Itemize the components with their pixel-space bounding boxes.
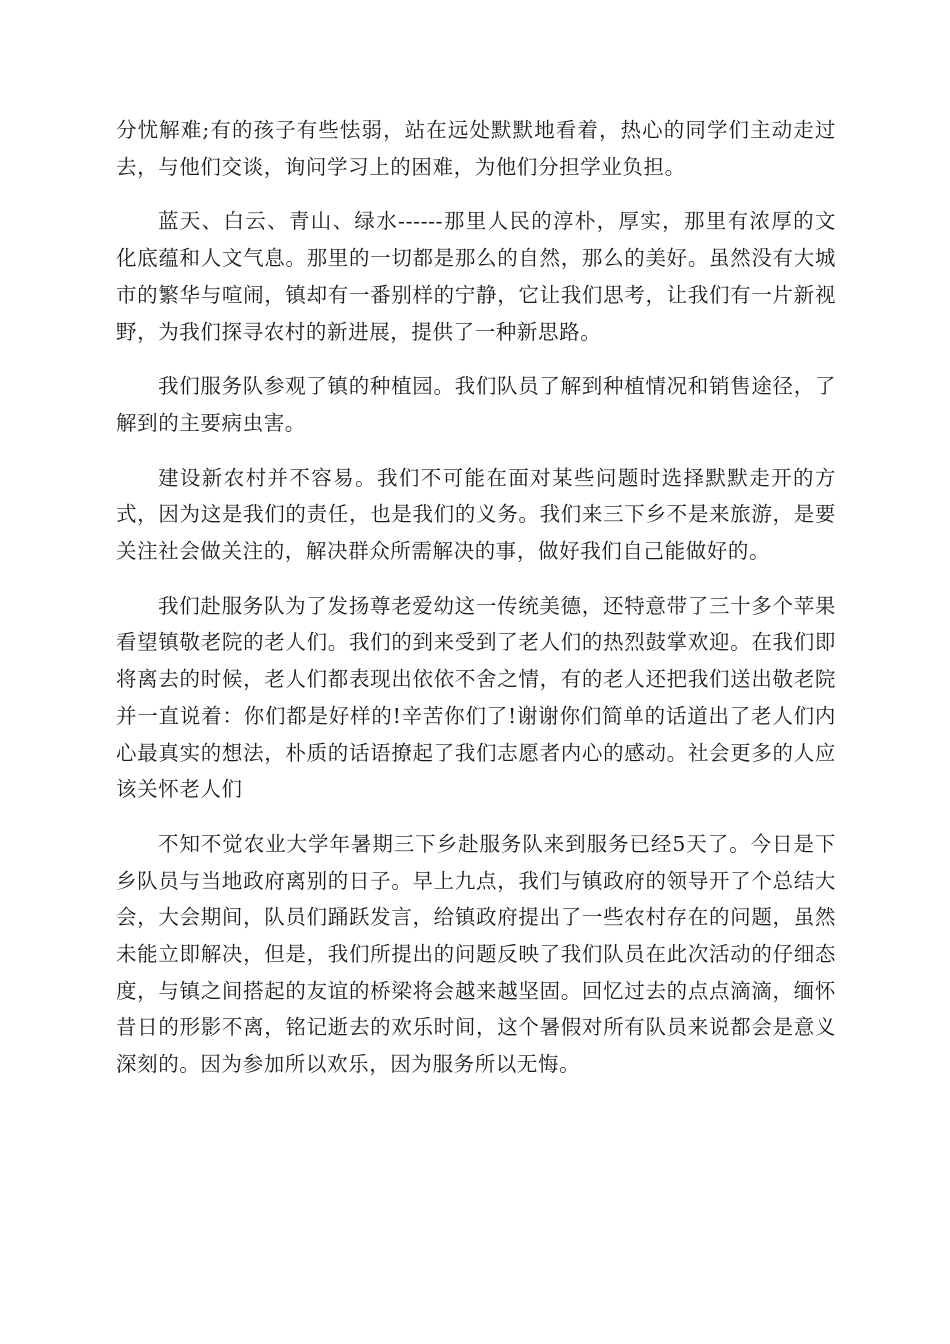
paragraph: 建设新农村并不容易。我们不可能在面对某些问题时选择默默走开的方式，因为这是我们的责任，也是我们的义务。我们来三下乡不是来旅游，是要关注社会做关注的，解决群众所需解决的事，做好我们自己能做好的。 [116, 465, 836, 564]
paragraph: 不知不觉农业大学年暑期三下乡赴服务队来到服务已经5天了。今日是下乡队员与当地政府离别的日子。早上九点，我们与镇政府的领导开了个总结大会，大会期间，队员们踊跃发言，给镇政府提出了一些农村存在的问题，虽然未能立即解决，但是，我们所提出的问题反映了我们队员在此次活动的仔细态度，与镇之间搭起的友谊的桥梁将会越来越坚固。回忆过去的点点滴滴，缅怀昔日的形影不离，铭记逝去的欢乐时间，这个暑假对所有队员来说都会是意义深刻的。因为参加所以欢乐，因为服务所以无悔。 [116, 831, 836, 1077]
document-page [116, 112, 836, 1101]
paragraph: 我们服务队参观了镇的种植园。我们队员了解到种植情况和销售途径，了解到的主要病虫害。 [116, 374, 836, 435]
paragraph: 蓝天、白云、青山、绿水------那里人民的淳朴，厚实，那里有浓厚的文化底蕴和人文气息。那里的一切都是那么的自然，那么的美好。虽然没有大城市的繁华与喧闹，镇却有一番别样的宁静，它让我们思考，让我们有一片新视野，为我们探寻农村的新进展，提供了一种新思路。 [116, 209, 836, 344]
paragraph: 分忧解难;有的孩子有些怯弱，站在远处默默地看着，热心的同学们主动走过去，与他们交谈，询问学习上的困难，为他们分担学业负担。 [116, 118, 836, 179]
paragraph: 我们赴服务队为了发扬尊老爱幼这一传统美德，还特意带了三十多个苹果看望镇敬老院的老人们。我们的到来受到了老人们的热烈鼓掌欢迎。在我们即将离去的时候，老人们都表现出依依不舍之情，有的老人还把我们送出敬老院并一直说着：你们都是好样的!辛苦你们了!谢谢你们简单的话道出了老人们内心最真实的想法，朴质的话语撩起了我们志愿者内心的感动。社会更多的人应该关怀老人们 [116, 593, 836, 802]
